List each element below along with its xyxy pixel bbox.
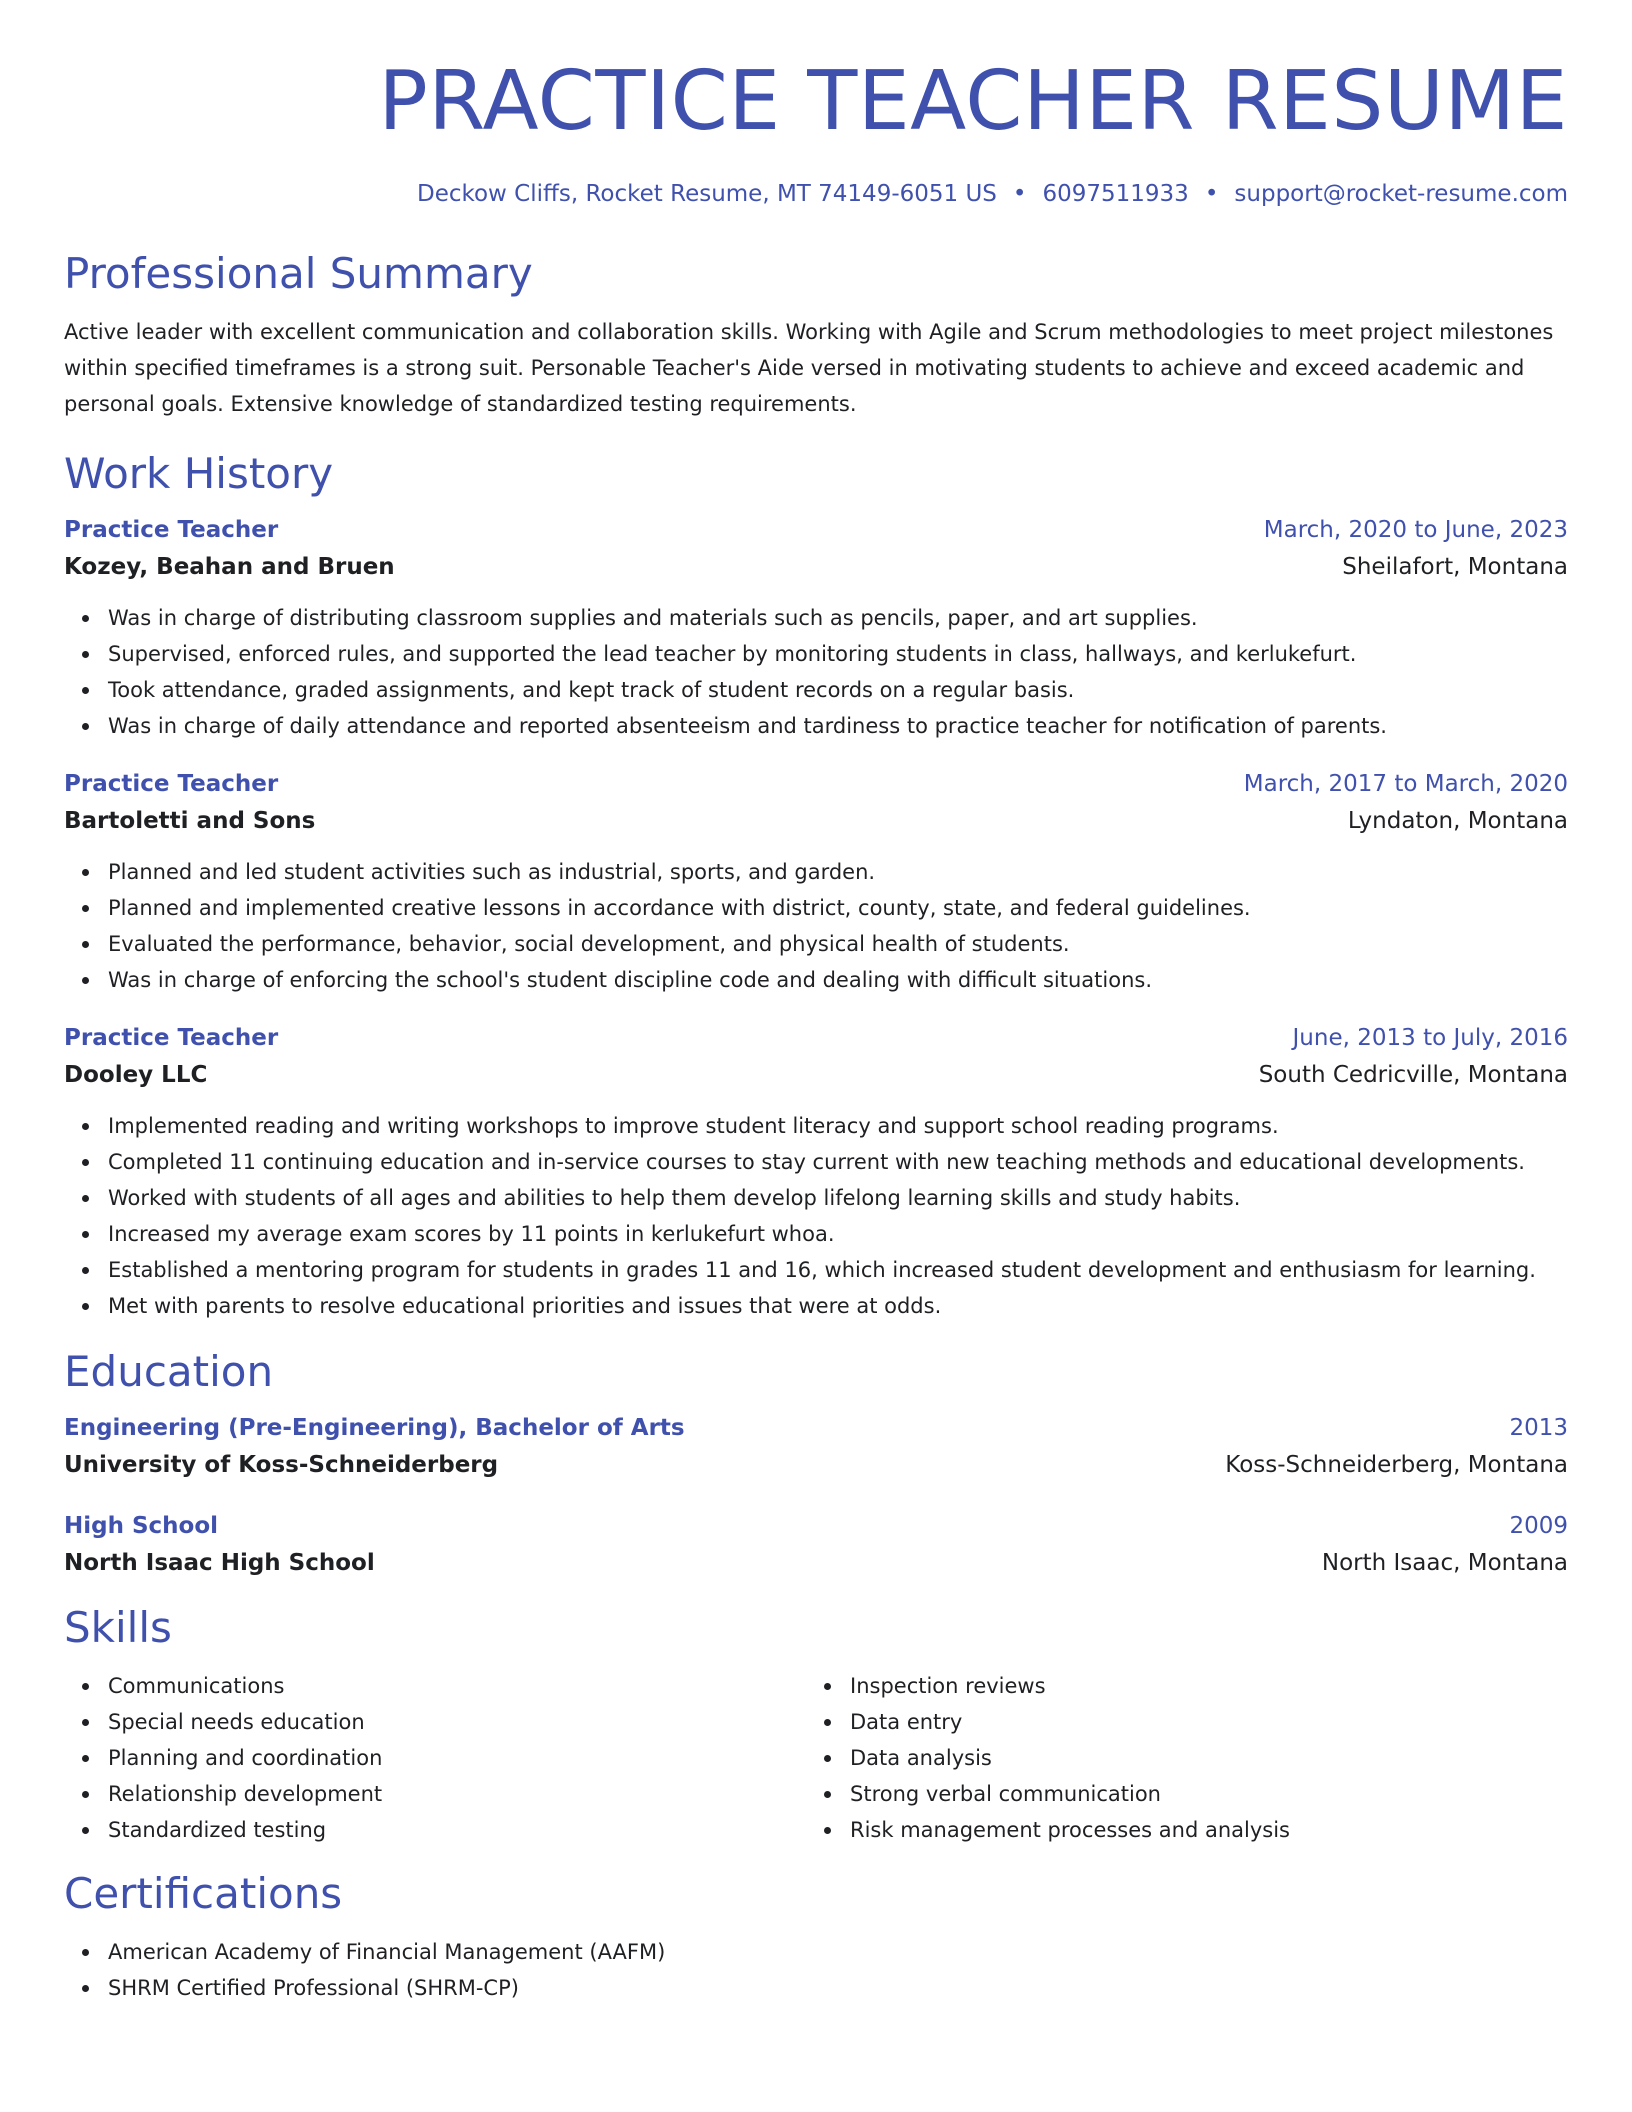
job-bullets: [64, 854, 1568, 998]
education-entry: [64, 1410, 1568, 1484]
job-title: Practice Teacher: [64, 771, 279, 797]
list-item: Communications: [108, 1668, 806, 1704]
education-degree: High School: [64, 1513, 219, 1539]
skills-list: [64, 1668, 806, 1848]
education-header-row: [64, 1508, 1568, 1544]
list-item: Planned and implemented creative lessons in accordance with district, county, state, and federal guidelines.: [108, 890, 1568, 926]
skills-list: [806, 1668, 1548, 1848]
contact-separator: •: [1204, 181, 1219, 207]
skills-column-right: [806, 1654, 1548, 1848]
list-item: Was in charge of enforcing the school's student discipline code and dealing with difficult situations.: [108, 962, 1568, 998]
job-company-row: [64, 802, 1568, 840]
list-item: Relationship development: [108, 1776, 806, 1812]
job-header-row: [64, 766, 1568, 802]
work-history-section: [64, 448, 1568, 1324]
education-school-row: [64, 1544, 1568, 1582]
list-item: Data entry: [850, 1704, 1548, 1740]
education-year: 2013: [1509, 1415, 1568, 1441]
list-item: SHRM Certified Professional (SHRM-CP): [108, 1970, 1568, 2006]
education-location: North Isaac, Montana: [1321, 1550, 1568, 1576]
list-item: Worked with students of all ages and abilities to help them develop lifelong learning skills and study habits.: [108, 1180, 1568, 1216]
job-title: Practice Teacher: [64, 1025, 279, 1051]
list-item: Increased my average exam scores by 11 points in kerlukefurt whoa.: [108, 1216, 1568, 1252]
list-item: Planned and led student activities such as industrial, sports, and garden.: [108, 854, 1568, 890]
work-history-heading: Work History: [64, 449, 334, 498]
job-company-row: [64, 548, 1568, 586]
list-item: Evaluated the performance, behavior, social development, and physical health of students.: [108, 926, 1568, 962]
summary-text: Active leader with excellent communication and collaboration skills. Working with Agile and Scrum methodologies to meet project milestones within specified timeframes is a strong suit. Personable Teacher's Aide versed in motivating students to achieve and exceed academic and personal goals. Extensive knowledge of standardized testing requirements.: [64, 320, 1554, 416]
job-bullets: [64, 1108, 1568, 1324]
list-item: Data analysis: [850, 1740, 1548, 1776]
certifications-heading: Certifications: [64, 1869, 343, 1918]
list-item: Was in charge of distributing classroom supplies and materials such as pencils, paper, and art supplies.: [108, 600, 1568, 636]
summary-section: [64, 248, 1568, 422]
skills-heading: Skills: [64, 1603, 172, 1652]
resume-title: PRACTICE TEACHER RESUME: [378, 54, 1568, 149]
list-item: Established a mentoring program for students in grades 11 and 16, which increased student development and enthusiasm for learning.: [108, 1252, 1568, 1288]
certifications-list: [64, 1934, 1568, 2006]
job-dates: March, 2017 to March, 2020: [1243, 771, 1568, 797]
certifications-section: [64, 1868, 1568, 2006]
list-item: Took attendance, graded assignments, and kept track of student records on a regular basis.: [108, 672, 1568, 708]
education-school-row: [64, 1446, 1568, 1484]
contact-address: Deckow Cliffs, Rocket Resume, MT 74149-6051 US: [416, 181, 997, 207]
job-location: Lyndaton, Montana: [1347, 808, 1568, 834]
list-item: Inspection reviews: [850, 1668, 1548, 1704]
education-header-row: [64, 1410, 1568, 1446]
list-item: Completed 11 continuing education and in-service courses to stay current with new teaching methods and educational developments.: [108, 1144, 1568, 1180]
skills-section: [64, 1602, 1568, 1848]
education-section: [64, 1346, 1568, 1582]
job-company: Dooley LLC: [64, 1062, 208, 1088]
list-item: Standardized testing: [108, 1812, 806, 1848]
list-item: Planning and coordination: [108, 1740, 806, 1776]
summary-heading: Professional Summary: [64, 249, 533, 298]
list-item: Met with parents to resolve educational priorities and issues that were at odds.: [108, 1288, 1568, 1324]
education-heading: Education: [64, 1347, 274, 1396]
list-item: Implemented reading and writing workshops to improve student literacy and support school reading programs.: [108, 1108, 1568, 1144]
education-degree: Engineering (Pre-Engineering), Bachelor of Arts: [64, 1415, 685, 1441]
list-item: Was in charge of daily attendance and reported absenteeism and tardiness to practice teacher for notification of parents.: [108, 708, 1568, 744]
education-entry: [64, 1508, 1568, 1582]
contact-email: support@rocket-resume.com: [1234, 181, 1568, 207]
list-item: Risk management processes and analysis: [850, 1812, 1548, 1848]
contact-line: [64, 178, 1568, 210]
list-item: Special needs education: [108, 1704, 806, 1740]
education-school: University of Koss-Schneiderberg: [64, 1452, 499, 1478]
job-location: South Cedricville, Montana: [1258, 1062, 1568, 1088]
job-company: Bartoletti and Sons: [64, 808, 316, 834]
job-entry: [64, 1020, 1568, 1324]
job-title: Practice Teacher: [64, 517, 279, 543]
job-entry: [64, 512, 1568, 744]
job-header-row: [64, 1020, 1568, 1056]
job-dates: March, 2020 to June, 2023: [1263, 517, 1568, 543]
skills-column-left: [64, 1654, 806, 1848]
education-school: North Isaac High School: [64, 1550, 375, 1576]
job-location: Sheilafort, Montana: [1342, 554, 1568, 580]
contact-phone: 6097511933: [1042, 181, 1189, 207]
list-item: American Academy of Financial Management (AAFM): [108, 1934, 1568, 1970]
job-header-row: [64, 512, 1568, 548]
job-dates: June, 2013 to July, 2016: [1292, 1025, 1568, 1051]
contact-separator: •: [1012, 181, 1027, 207]
job-company: Kozey, Beahan and Bruen: [64, 554, 395, 580]
job-bullets: [64, 600, 1568, 744]
job-company-row: [64, 1056, 1568, 1094]
skills-grid: [64, 1654, 1568, 1848]
list-item: Strong verbal communication: [850, 1776, 1548, 1812]
job-entry: [64, 766, 1568, 998]
list-item: Supervised, enforced rules, and supported the lead teacher by monitoring students in class, hallways, and kerlukefurt.: [108, 636, 1568, 672]
education-location: Koss-Schneiderberg, Montana: [1225, 1452, 1568, 1478]
education-year: 2009: [1509, 1513, 1568, 1539]
